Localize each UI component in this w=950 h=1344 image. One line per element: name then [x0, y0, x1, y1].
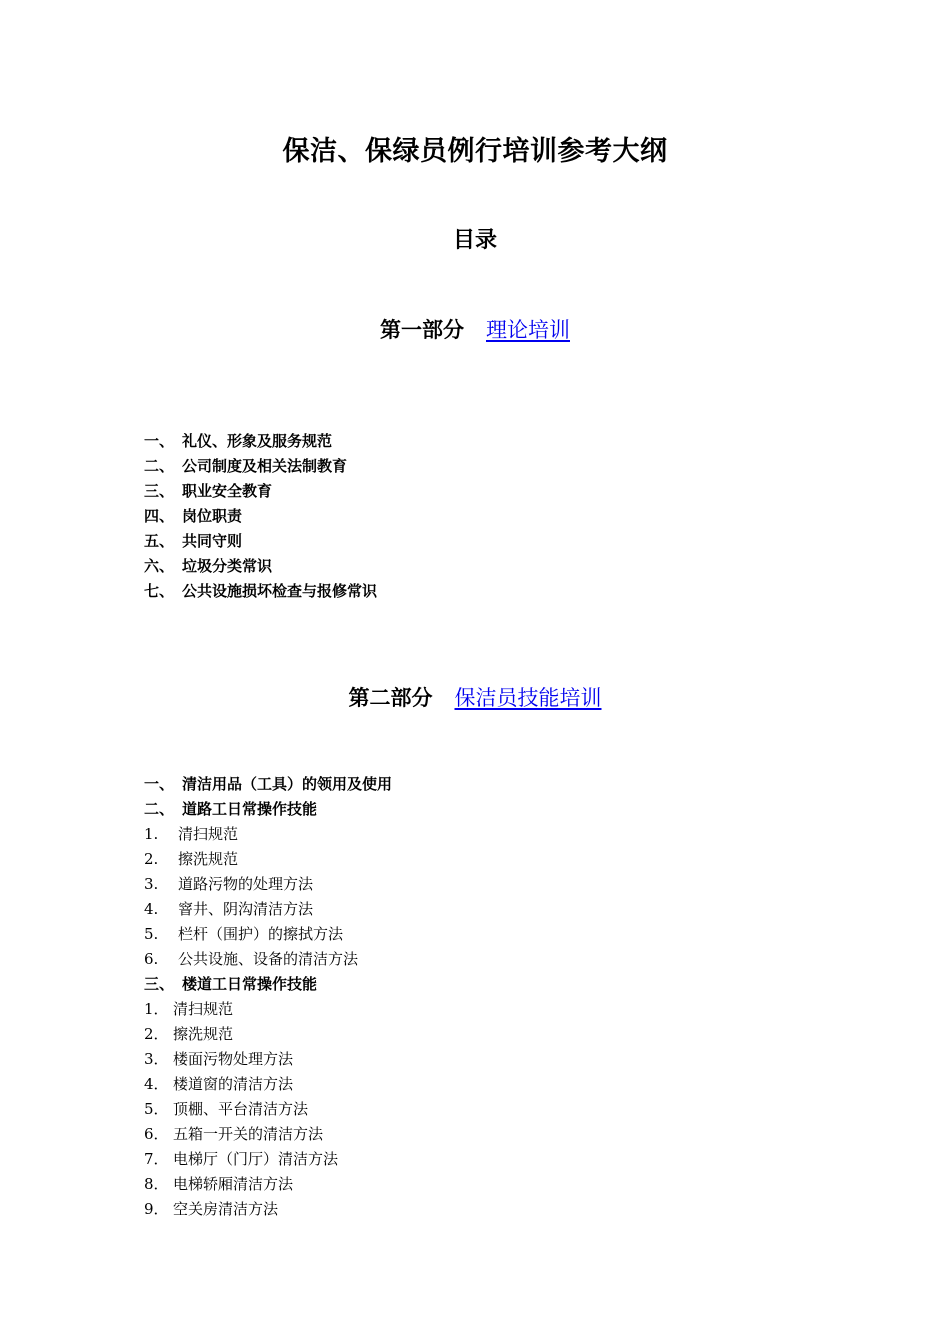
- item-number: 1.: [144, 825, 159, 843]
- list-item: [144, 822, 392, 847]
- document-title: 保洁、保绿员例行培训参考大纲: [282, 136, 668, 167]
- item-number: 6．: [144, 1125, 169, 1143]
- item-text: 礼仪、形象及服务规范: [182, 432, 333, 450]
- list-item: [144, 454, 377, 479]
- toc-heading: 目录: [452, 228, 497, 253]
- item-number: 5．: [144, 1100, 169, 1118]
- item-number: 6.: [144, 950, 159, 968]
- item-number: 9．: [144, 1200, 169, 1218]
- list-item: [144, 554, 377, 579]
- item-text: 栏杆（围护）的擦拭方法: [178, 925, 344, 943]
- item-text: 窨井、阴沟清洁方法: [178, 900, 314, 918]
- list-item: [144, 479, 377, 504]
- item-number: 五、: [144, 532, 175, 550]
- item-number: 2．: [144, 1025, 169, 1043]
- item-text: 楼道窗的清洁方法: [173, 1075, 294, 1093]
- item-text: 清洁用品（工具）的领用及使用: [182, 775, 393, 793]
- item-number: 2.: [144, 850, 159, 868]
- list-item: [144, 1072, 392, 1097]
- list-item: [144, 1097, 392, 1122]
- part-one-list: [144, 429, 377, 604]
- item-number: 七、: [144, 582, 175, 600]
- list-item: [144, 897, 392, 922]
- item-number: 4.: [144, 900, 159, 918]
- item-text: 电梯轿厢清洁方法: [173, 1175, 294, 1193]
- part-two-number: 第二部分: [348, 686, 433, 710]
- item-text: 公共设施、设备的清洁方法: [178, 950, 359, 968]
- part-one-heading: [0, 315, 950, 345]
- item-text: 电梯厅（门厅）清洁方法: [173, 1150, 339, 1168]
- list-item: [144, 947, 392, 972]
- item-number: 二、: [144, 800, 175, 818]
- item-text: 楼道工日常操作技能: [182, 975, 318, 993]
- item-text: 五箱一开关的清洁方法: [173, 1125, 324, 1143]
- item-number: 5.: [144, 925, 159, 943]
- part-two-link[interactable]: 保洁员技能培训: [454, 686, 602, 710]
- part-one-link[interactable]: 理论培训: [486, 318, 570, 342]
- list-item: [144, 972, 392, 997]
- list-item: [144, 579, 377, 604]
- item-text: 擦洗规范: [178, 850, 239, 868]
- item-text: 楼面污物处理方法: [173, 1050, 294, 1068]
- item-number: 三、: [144, 482, 175, 500]
- item-text: 清扫规范: [173, 1000, 234, 1018]
- item-number: 3.: [144, 875, 159, 893]
- item-number: 7．: [144, 1150, 169, 1168]
- list-item: [144, 1022, 392, 1047]
- item-number: 8．: [144, 1175, 169, 1193]
- item-text: 顶棚、平台清洁方法: [173, 1100, 309, 1118]
- list-item: [144, 529, 377, 554]
- list-item: [144, 997, 392, 1022]
- list-item: [144, 772, 392, 797]
- list-item: [144, 922, 392, 947]
- item-number: 四、: [144, 507, 175, 525]
- list-item: [144, 797, 392, 822]
- list-item: [144, 872, 392, 897]
- part-two-list: [144, 772, 392, 1222]
- item-text: 道路污物的处理方法: [178, 875, 314, 893]
- item-number: 一、: [144, 432, 175, 450]
- item-number: 4．: [144, 1075, 169, 1093]
- item-text: 清扫规范: [178, 825, 239, 843]
- item-text: 道路工日常操作技能: [182, 800, 318, 818]
- list-item: [144, 1122, 392, 1147]
- part-two-heading: [0, 683, 950, 713]
- item-text: 职业安全教育: [182, 482, 273, 500]
- item-text: 共同守则: [182, 532, 243, 550]
- list-item: [144, 1147, 392, 1172]
- item-number: 三、: [144, 975, 175, 993]
- list-item: [144, 504, 377, 529]
- item-number: 3．: [144, 1050, 169, 1068]
- item-number: 六、: [144, 557, 175, 575]
- list-item: [144, 1197, 392, 1222]
- list-item: [144, 847, 392, 872]
- item-text: 岗位职责: [182, 507, 243, 525]
- item-number: 1．: [144, 1000, 169, 1018]
- part-one-number: 第一部分: [380, 318, 464, 342]
- list-item: [144, 1172, 392, 1197]
- item-number: 二、: [144, 457, 175, 475]
- list-item: [144, 429, 377, 454]
- item-text: 公共设施损坏检查与报修常识: [182, 582, 378, 600]
- item-text: 空关房清洁方法: [173, 1200, 279, 1218]
- item-text: 公司制度及相关法制教育: [182, 457, 348, 475]
- item-text: 垃圾分类常识: [182, 557, 273, 575]
- list-item: [144, 1047, 392, 1072]
- item-text: 擦洗规范: [173, 1025, 234, 1043]
- item-number: 一、: [144, 775, 175, 793]
